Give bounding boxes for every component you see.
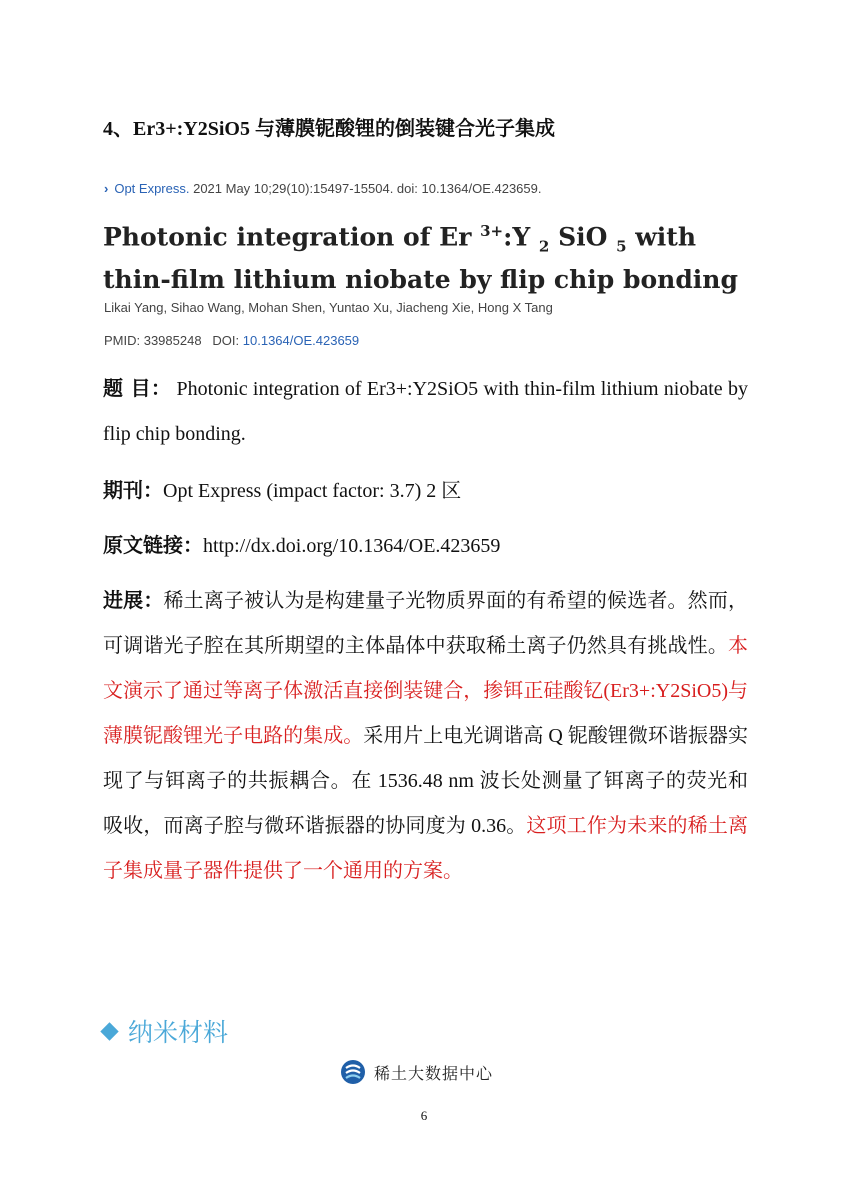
paper-title: Photonic integration of Er $^{3+}$:Y $_2$ SiO $_5$ with thin-film lithium niobate by flip chip bonding <box>103 222 738 295</box>
link-field <box>103 523 748 569</box>
citation-text: 2021 May 10;29(10):15497-15504. doi: 10.1364/OE.423659. <box>189 181 542 196</box>
progress-text-highlight-2: 这项工作为未来的稀土离子集成量子器件提供了一个通用的方案。 <box>103 815 749 882</box>
progress-text-highlight-1: 本文演示了通过等离子体激活直接倒装键合，掺铒正硅酸钇(Er3+:Y2SiO5)与薄膜铌酸锂光子电路的集成。 <box>103 635 748 747</box>
doi-link[interactable]: 10.1364/OE.423659 <box>242 333 360 348</box>
chevron-right-icon: › <box>104 181 109 196</box>
author-list: Likai Yang, Sihao Wang, Mohan Shen, Yuntao Xu, Jiacheng Xie, Hong X Tang <box>104 300 553 315</box>
footer-text: 稀土大数据中心 <box>374 1063 494 1083</box>
logo-icon <box>340 1059 366 1085</box>
title-field <box>103 366 748 457</box>
progress-field <box>103 578 748 894</box>
footer-logo-block <box>340 1056 493 1088</box>
progress-text-2: 采用片上电光调谐高 Q 铌酸锂微环谐振器实现了与铒离子的共振耦合。在 1536.48 nm 波长处测量了铒离子的荧光和吸收，而离子腔与微环谐振器的协同度为 0.36。 <box>103 725 749 837</box>
link-label: 原文链接： <box>103 533 203 557</box>
doi-label: DOI: <box>212 333 243 348</box>
link-value[interactable]: http://dx.doi.org/10.1364/OE.423659 <box>203 535 501 557</box>
section-title-text: 纳米材料 <box>128 1018 229 1047</box>
journal-link[interactable]: Opt Express. <box>114 181 190 196</box>
progress-label: 进展： <box>103 588 164 612</box>
pmid: PMID: 33985248 <box>104 333 202 348</box>
reference-line <box>104 181 541 196</box>
title-value: Photonic integration of Er3+:Y2SiO5 with thin-film lithium niobate by flip chip bonding. <box>103 378 748 445</box>
section-title <box>103 1013 228 1049</box>
identifiers <box>104 333 359 348</box>
journal-field <box>103 468 748 514</box>
journal-label: 期刊： <box>103 478 163 502</box>
progress-text-1: 稀土离子被认为是构建量子光物质界面的有希望的候选者。然而，可调谐光子腔在其所期望的主体晶体中获取稀土离子仍然具有挑战性。 <box>103 590 749 657</box>
title-label: 题 目： <box>103 376 172 400</box>
journal-value: Opt Express (impact factor: 3.7) 2 区 <box>163 480 462 502</box>
diamond-icon <box>100 1022 118 1040</box>
section-heading: 4、Er3+:Y2SiO5 与薄膜铌酸锂的倒装键合光子集成 <box>103 118 555 140</box>
page-number: 6 <box>420 1108 428 1123</box>
